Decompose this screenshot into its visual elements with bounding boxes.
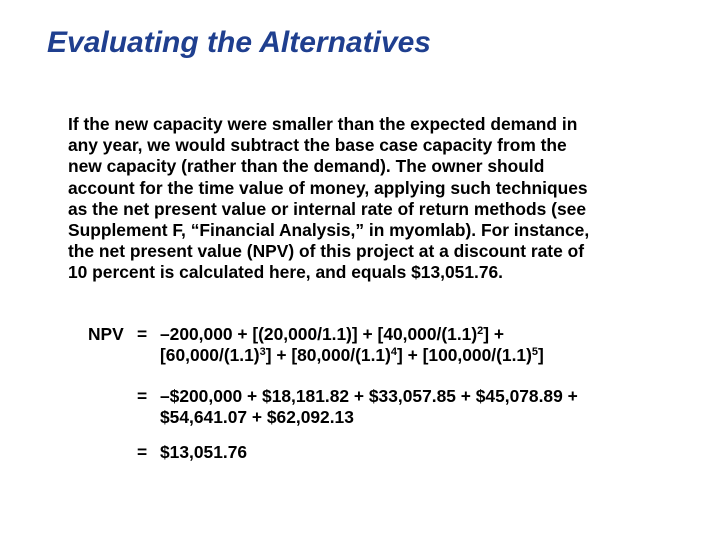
npv-step-1 xyxy=(160,324,544,366)
equals-sign: = xyxy=(137,386,148,406)
paragraph-line: any year, we would subtract the base case capacity from the xyxy=(68,135,567,156)
npv-step-2 xyxy=(160,386,578,428)
paragraph-line: account for the time value of money, applying such techniques xyxy=(68,177,588,198)
equation-line: $[60,000/(1.1)^3] + [80,000/(1.1)^4] + [100,000/(1.1)^5]$ xyxy=(160,345,544,366)
body-paragraph xyxy=(68,114,688,284)
paragraph-line: Supplement F, “Financial Analysis,” in myomlab). For instance, xyxy=(68,220,590,241)
equation-line: –$200,000 + $18,181.82 + $33,057.85 + $45,078.89 + xyxy=(160,386,578,406)
paragraph-line: as the net present value or internal rate of return methods (see xyxy=(68,198,586,219)
paragraph-line: the net present value (NPV) of this project at a discount rate of xyxy=(68,241,585,262)
npv-label: NPV xyxy=(88,324,124,344)
equation-line: $54,641.07 + $62,092.13 xyxy=(160,407,354,428)
equals-sign: = xyxy=(137,442,148,462)
equation-line: $-200,000 + [(20,000/1.1)] + [40,000/(1.1)^2]$ + xyxy=(160,324,505,344)
equals-sign: = xyxy=(137,324,148,344)
paragraph-line: new capacity (rather than the demand). The owner should xyxy=(68,156,545,177)
paragraph-line: 10 percent is calculated here, and equals $13,051.76. xyxy=(68,262,503,283)
equation-line: $13,051.76 xyxy=(160,442,248,462)
paragraph-line: If the new capacity were smaller than the expected demand in xyxy=(68,114,578,134)
slide-title: Evaluating the Alternatives xyxy=(47,26,431,59)
npv-result xyxy=(160,442,247,463)
